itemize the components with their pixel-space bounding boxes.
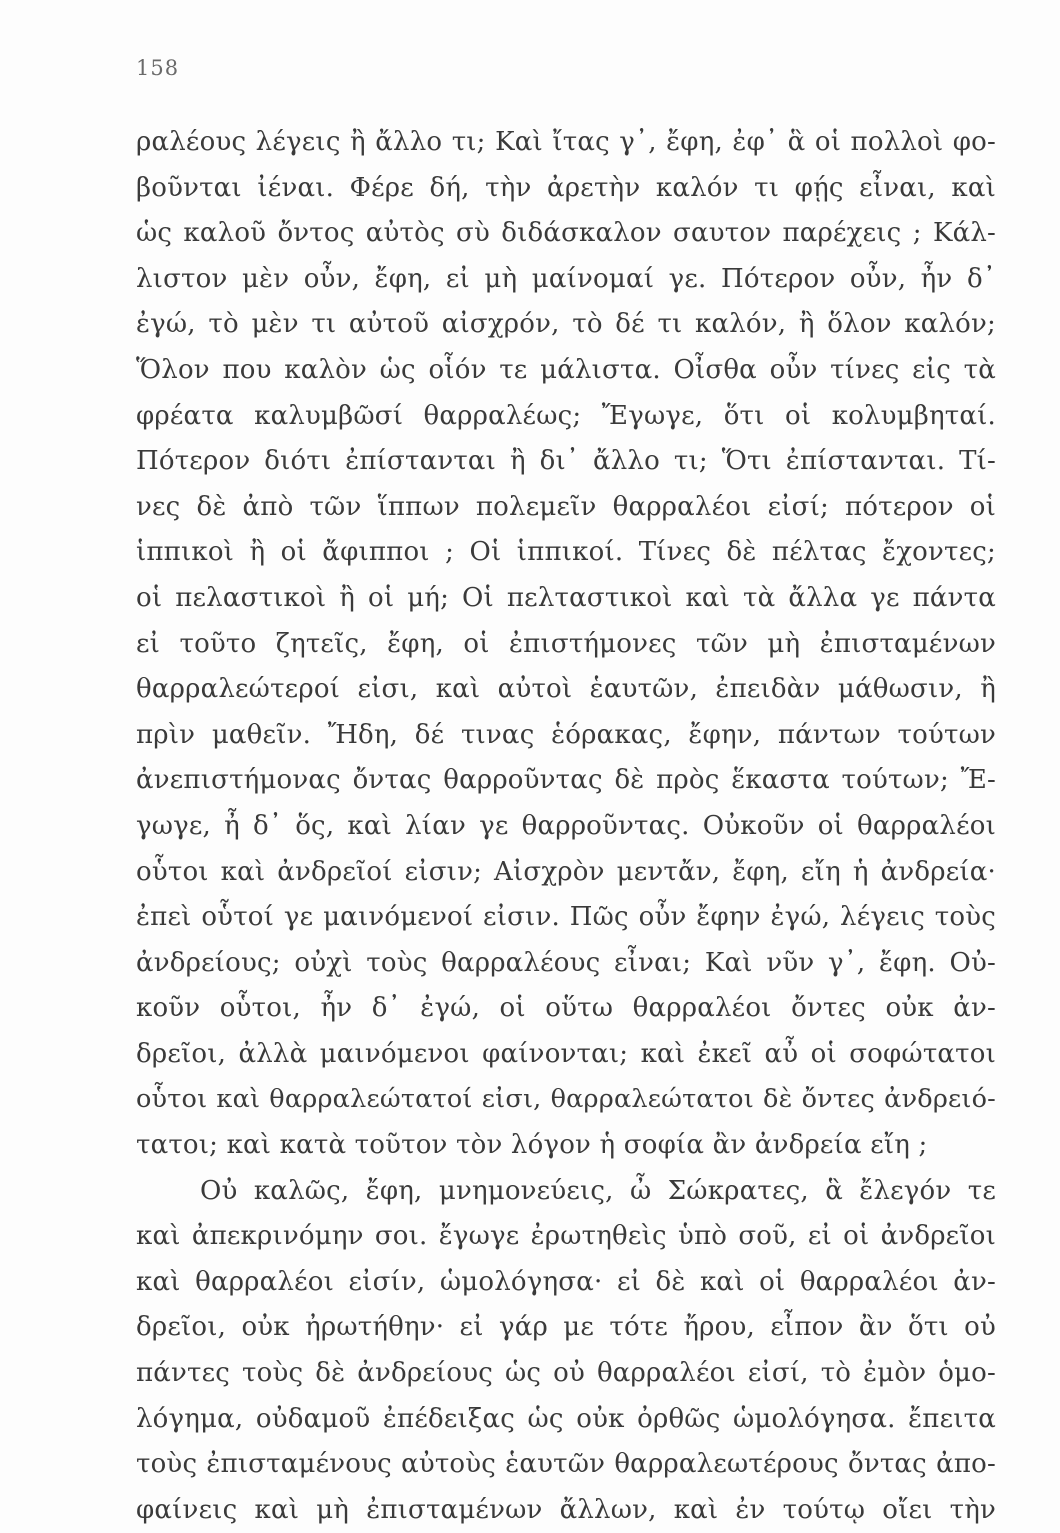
page-number: 158	[136, 56, 180, 80]
text-line: καὶ ἀπεκρινόμην σοι. ἔγωγε ἐρωτηθεὶς ὑπὸ σοῦ, εἰ οἱ ἀνδρεῖοι	[136, 1221, 996, 1252]
text-line: Ὅλον που καλὸν ὡς οἷόν τε μάλιστα. Οἶσθα οὖν τίνες εἰς τὰ	[136, 354, 996, 385]
text-line: οὗτοι καὶ θαρραλεώτατοί εἰσι, θαρραλεώτατοι δὲ ὄντες ἀνδρειό-	[136, 1084, 996, 1115]
text-line: πάντες τοὺς δὲ ἀνδρείους ὡς οὐ θαρραλέοι εἰσί, τὸ ἐμὸν ὁμο-	[136, 1358, 996, 1389]
text-line: εἰ τοῦτο ζητεῖς, ἔφη, οἱ ἐπιστήμονες τῶν μὴ ἐπισταμένων	[136, 628, 996, 659]
text-line: οὗτοι καὶ ἀνδρεῖοί εἰσιν; Αἰσχρὸν μεντἄν, ἔφη, εἴη ἡ ἀνδρεία·	[136, 856, 996, 887]
text-line: οἱ πελαστικοὶ ἢ οἱ μή; Οἱ πελταστικοὶ καὶ τὰ ἄλλα γε πάντα	[136, 582, 996, 613]
text-line: θαρραλεώτεροί εἰσι, καὶ αὐτοὶ ἑαυτῶν, ἐπειδὰν μάθωσιν, ἢ	[136, 674, 996, 705]
text-line: πρὶν μαθεῖν. Ἤδη, δέ τινας ἑόρακας, ἔφην, πάντων τούτων	[136, 719, 996, 750]
text-line: καὶ θαρραλέοι εἰσίν, ὡμολόγησα· εἰ δὲ καὶ οἱ θαρραλέοι ἀν-	[136, 1266, 996, 1297]
text-line: Πότερον διότι ἐπίστανται ἢ δι᾽ ἄλλο τι; Ὅτι ἐπίστανται. Τί-	[136, 446, 996, 477]
text-line: τατοι; καὶ κατὰ τοῦτον τὸν λόγον ἡ σοφία ἂν ἀνδρεία εἴη ;	[136, 1130, 928, 1161]
text-line: Οὐ καλῶς, ἔφη, μνημονεύεις, ὦ Σώκρατες, ἃ ἔλεγόν τε	[200, 1175, 996, 1206]
text-line: ραλέους λέγεις ἢ ἄλλο τι; Καὶ ἴτας γ᾽, ἔφη, ἐφ᾽ ἃ οἱ πολλοὶ φο-	[136, 127, 996, 157]
text-line: δρεῖοι, οὐκ ἠρωτήθην· εἰ γάρ με τότε ἤρου, εἶπον ἂν ὅτι οὐ	[136, 1312, 996, 1343]
text-line: κοῦν οὗτοι, ἦν δ᾽ ἐγώ, οἱ οὕτω θαρραλέοι ὄντες οὐκ ἀν-	[136, 993, 996, 1024]
text-line: νες δὲ ἀπὸ τῶν ἵππων πολεμεῖν θαρραλέοι εἰσί; πότερον οἱ	[136, 491, 996, 522]
text-line: ἱππικοὶ ἢ οἱ ἄφιπποι ; Οἱ ἱππικοί. Τίνες δὲ πέλτας ἔχοντες;	[136, 537, 996, 568]
text-line: φρέατα καλυμβῶσί θαρραλέως; Ἔγωγε, ὅτι οἱ κολυμβηταί.	[136, 400, 996, 431]
text-line: τοὺς ἐπισταμένους αὐτοὺς ἑαυτῶν θαρραλεωτέρους ὄντας ἀπο-	[136, 1449, 996, 1480]
body-text	[136, 120, 996, 1533]
text-line: ἐπεὶ οὗτοί γε μαινόμενοί εἰσιν. Πῶς οὖν ἔφην ἐγώ, λέγεις τοὺς	[136, 902, 996, 933]
text-line: γωγε, ἦ δ᾽ ὅς, καὶ λίαν γε θαρροῦντας. Οὐκοῦν οἱ θαρραλέοι	[136, 810, 996, 841]
text-line: δρεῖοι, ἀλλὰ μαινόμενοι φαίνονται; καὶ ἐκεῖ αὖ οἱ σοφώτατοι	[136, 1038, 996, 1069]
text-line: ἀνεπιστήμονας ὄντας θαρροῦντας δὲ πρὸς ἕκαστα τούτων; Ἔ-	[136, 765, 996, 796]
text-line: βοῦνται ἰέναι. Φέρε δή, τὴν ἀρετὴν καλόν τι φῄς εἶναι, καὶ	[136, 172, 996, 203]
text-line: ἐγώ, τὸ μὲν τι αὐτοῦ αἰσχρόν, τὸ δέ τι καλόν, ἢ ὅλον καλόν;	[136, 309, 996, 340]
text-line: λόγημα, οὐδαμοῦ ἐπέδειξας ὡς οὐκ ὀρθῶς ὡμολόγησα. ἔπειτα	[136, 1403, 996, 1434]
text-line: φαίνεις καὶ μὴ ἐπισταμένων ἄλλων, καὶ ἐν τούτῳ οἴει τὴν	[136, 1494, 996, 1525]
text-line: ἀνδρείους; οὐχὶ τοὺς θαρραλέους εἶναι; Καὶ νῦν γ᾽, ἔφη. Οὐ-	[136, 947, 996, 978]
text-line: λιστον μὲν οὖν, ἔφη, εἰ μὴ μαίνομαί γε. Πότερον οὖν, ἦν δ᾽	[136, 263, 996, 294]
text-line: ὡς καλοῦ ὄντος αὐτὸς σὺ διδάσκαλον σαυτον παρέχεις ; Κάλ-	[136, 218, 996, 249]
